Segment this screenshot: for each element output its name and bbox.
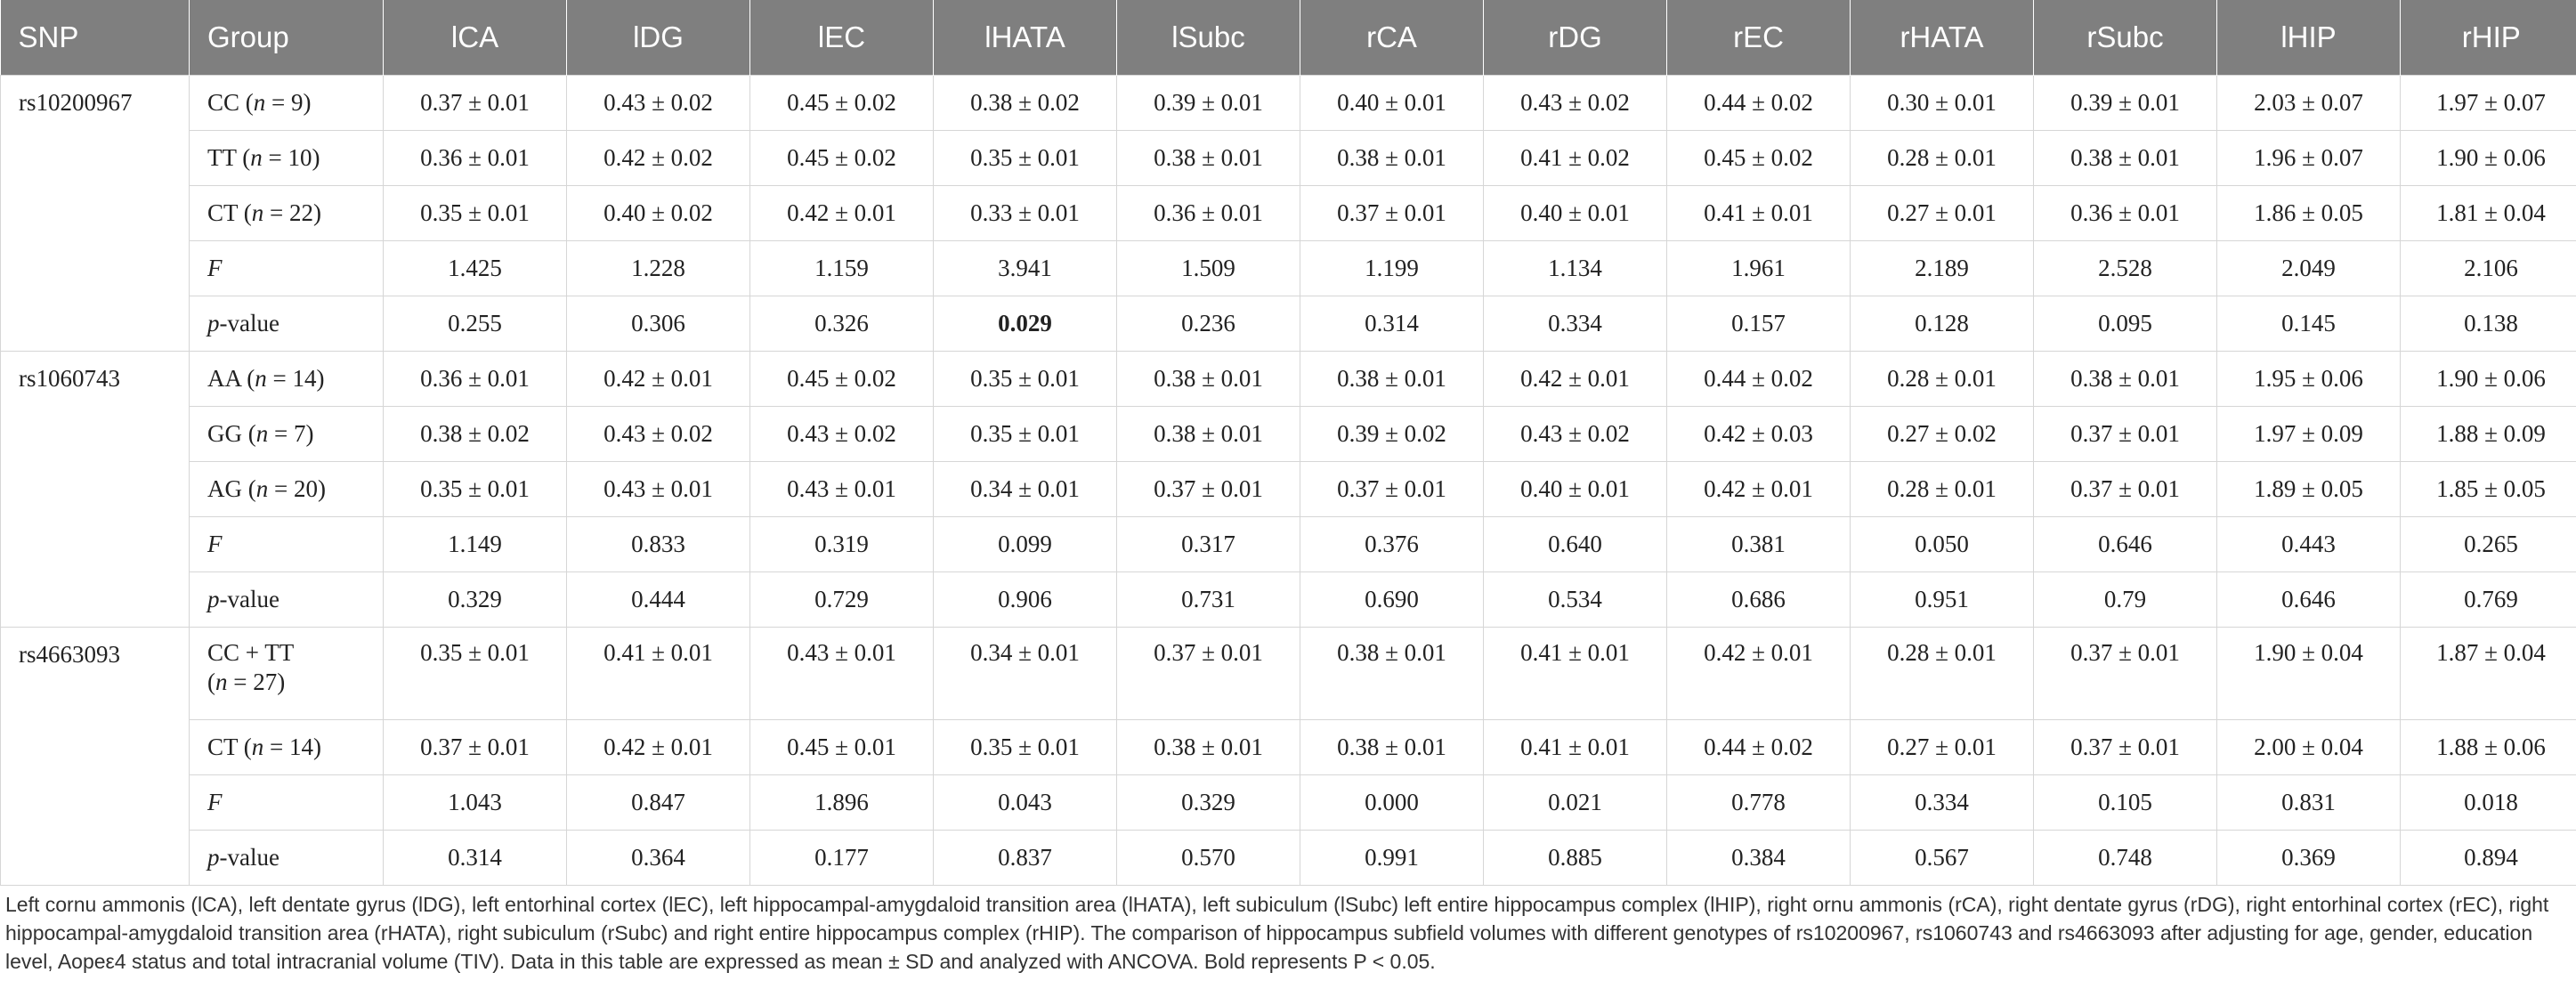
- f-value-cell: 0.640: [1484, 517, 1667, 572]
- table-body: [1, 76, 2576, 886]
- value-cell: 0.39 ± 0.01: [2034, 76, 2217, 131]
- table-row: [1, 407, 2576, 462]
- value-cell: 0.43 ± 0.02: [1484, 76, 1667, 131]
- p-label-cell: [190, 831, 384, 886]
- value-cell: 0.38 ± 0.01: [1300, 628, 1484, 720]
- f-value-cell: 2.049: [2217, 241, 2401, 296]
- p-label: -value: [219, 844, 279, 871]
- p-value-cell: 0.364: [567, 831, 750, 886]
- f-value-cell: 0.000: [1300, 775, 1484, 831]
- f-value-cell: 0.376: [1300, 517, 1484, 572]
- p-value-cell: 0.748: [2034, 831, 2217, 886]
- p-value-cell: 0.029: [934, 296, 1117, 352]
- f-value-cell: 2.189: [1851, 241, 2034, 296]
- value-cell: 0.43 ± 0.02: [567, 76, 750, 131]
- value-cell: 0.37 ± 0.01: [2034, 462, 2217, 517]
- value-cell: 0.41 ± 0.01: [567, 628, 750, 720]
- group-cell: CT (n = 14): [190, 720, 384, 775]
- f-value-cell: 1.199: [1300, 241, 1484, 296]
- f-value-cell: 0.043: [934, 775, 1117, 831]
- value-cell: 0.28 ± 0.01: [1851, 352, 2034, 407]
- value-cell: 0.27 ± 0.02: [1851, 407, 2034, 462]
- p-symbol: p: [207, 844, 220, 871]
- f-value-cell: 3.941: [934, 241, 1117, 296]
- value-cell: 1.86 ± 0.05: [2217, 186, 2401, 241]
- p-value-cell: 0.138: [2401, 296, 2576, 352]
- value-cell: 1.87 ± 0.04: [2401, 628, 2576, 720]
- column-header-lhip: lHIP: [2217, 0, 2401, 76]
- value-cell: 0.43 ± 0.01: [567, 462, 750, 517]
- p-value-cell: 0.095: [2034, 296, 2217, 352]
- p-value-cell: 0.79: [2034, 572, 2217, 628]
- value-cell: 0.43 ± 0.02: [1484, 407, 1667, 462]
- p-value-cell: 0.769: [2401, 572, 2576, 628]
- value-cell: 0.38 ± 0.01: [1117, 352, 1300, 407]
- value-cell: 0.30 ± 0.01: [1851, 76, 2034, 131]
- group-cell: AG (n = 20): [190, 462, 384, 517]
- table-row: [1, 720, 2576, 775]
- value-cell: 0.38 ± 0.01: [1300, 352, 1484, 407]
- p-value-cell: 0.145: [2217, 296, 2401, 352]
- n-symbol: n: [255, 365, 267, 392]
- f-value-cell: 0.317: [1117, 517, 1300, 572]
- group-n: 14: [292, 365, 317, 392]
- f-value-cell: 0.018: [2401, 775, 2576, 831]
- column-header-rhata: rHATA: [1851, 0, 2034, 76]
- value-cell: 0.39 ± 0.02: [1300, 407, 1484, 462]
- value-cell: 0.37 ± 0.01: [2034, 407, 2217, 462]
- f-value-cell: 0.265: [2401, 517, 2576, 572]
- value-cell: 0.45 ± 0.02: [1667, 131, 1851, 186]
- group-n: 22: [289, 199, 313, 226]
- f-value-cell: 0.831: [2217, 775, 2401, 831]
- column-header-lsubc: lSubc: [1117, 0, 1300, 76]
- value-cell: 0.37 ± 0.01: [2034, 720, 2217, 775]
- value-cell: 0.33 ± 0.01: [934, 186, 1117, 241]
- p-value-cell: 0.177: [750, 831, 934, 886]
- group-n: 27: [253, 669, 278, 695]
- p-value-cell: 0.894: [2401, 831, 2576, 886]
- p-value-cell: 0.885: [1484, 831, 1667, 886]
- group-n: 14: [289, 734, 313, 760]
- column-header-lec: lEC: [750, 0, 934, 76]
- f-value-cell: 1.425: [384, 241, 567, 296]
- value-cell: 0.36 ± 0.01: [384, 352, 567, 407]
- f-value-cell: 0.021: [1484, 775, 1667, 831]
- f-label: F: [207, 531, 223, 557]
- group-label: CT: [207, 734, 239, 760]
- column-header-group: Group: [190, 0, 384, 76]
- snp-cell: rs4663093: [1, 628, 190, 886]
- value-cell: 0.41 ± 0.02: [1484, 131, 1667, 186]
- group-cell: TT (n = 10): [190, 131, 384, 186]
- value-cell: 1.89 ± 0.05: [2217, 462, 2401, 517]
- p-value-cell: 0.837: [934, 831, 1117, 886]
- p-value-row: [1, 831, 2576, 886]
- n-symbol: n: [250, 144, 263, 171]
- value-cell: 0.44 ± 0.02: [1667, 720, 1851, 775]
- table-row: [1, 131, 2576, 186]
- value-cell: 0.38 ± 0.02: [934, 76, 1117, 131]
- p-value-cell: 0.534: [1484, 572, 1667, 628]
- value-cell: 1.85 ± 0.05: [2401, 462, 2576, 517]
- value-cell: 0.40 ± 0.01: [1484, 462, 1667, 517]
- value-cell: 0.37 ± 0.01: [384, 76, 567, 131]
- column-header-lhata: lHATA: [934, 0, 1117, 76]
- f-value-cell: 1.896: [750, 775, 934, 831]
- p-value-cell: 0.157: [1667, 296, 1851, 352]
- p-value-cell: 0.236: [1117, 296, 1300, 352]
- header-row: [1, 0, 2576, 76]
- value-cell: 0.35 ± 0.01: [384, 628, 567, 720]
- f-value-cell: 1.509: [1117, 241, 1300, 296]
- value-cell: 1.88 ± 0.09: [2401, 407, 2576, 462]
- p-value-row: [1, 296, 2576, 352]
- table-row: [1, 462, 2576, 517]
- p-label: -value: [219, 586, 279, 612]
- value-cell: 0.34 ± 0.01: [934, 462, 1117, 517]
- f-value-cell: 1.149: [384, 517, 567, 572]
- value-cell: 0.45 ± 0.01: [750, 720, 934, 775]
- f-value-cell: 0.334: [1851, 775, 2034, 831]
- value-cell: 0.41 ± 0.01: [1484, 720, 1667, 775]
- value-cell: 0.42 ± 0.01: [1484, 352, 1667, 407]
- group-cell: CT (n = 22): [190, 186, 384, 241]
- p-value-cell: 0.306: [567, 296, 750, 352]
- p-value-cell: 0.951: [1851, 572, 2034, 628]
- value-cell: 0.42 ± 0.03: [1667, 407, 1851, 462]
- f-value-cell: 1.134: [1484, 241, 1667, 296]
- f-value-cell: 1.043: [384, 775, 567, 831]
- f-stat-row: [1, 775, 2576, 831]
- value-cell: 0.28 ± 0.01: [1851, 462, 2034, 517]
- table-row: [1, 76, 2576, 131]
- p-symbol: p: [207, 586, 220, 612]
- value-cell: 0.35 ± 0.01: [934, 407, 1117, 462]
- p-value-cell: 0.314: [1300, 296, 1484, 352]
- value-cell: 0.45 ± 0.02: [750, 76, 934, 131]
- group-label: AG: [207, 475, 242, 502]
- value-cell: 1.88 ± 0.06: [2401, 720, 2576, 775]
- group-label: GG: [207, 420, 242, 447]
- column-header-rdg: rDG: [1484, 0, 1667, 76]
- group-label: CC: [207, 89, 240, 116]
- table-row: [1, 186, 2576, 241]
- column-header-lca: lCA: [384, 0, 567, 76]
- group-cell: GG (n = 7): [190, 407, 384, 462]
- table-header: [1, 0, 2576, 76]
- f-label-cell: [190, 241, 384, 296]
- value-cell: 0.37 ± 0.01: [2034, 628, 2217, 720]
- f-value-cell: 0.381: [1667, 517, 1851, 572]
- value-cell: 0.43 ± 0.02: [750, 407, 934, 462]
- group-cell: CC (n = 9): [190, 76, 384, 131]
- f-value-cell: 0.443: [2217, 517, 2401, 572]
- value-cell: 0.35 ± 0.01: [934, 131, 1117, 186]
- p-value-cell: 0.731: [1117, 572, 1300, 628]
- group-n: 7: [293, 420, 306, 447]
- n-symbol: n: [251, 199, 264, 226]
- value-cell: 1.96 ± 0.07: [2217, 131, 2401, 186]
- value-cell: 0.36 ± 0.01: [384, 131, 567, 186]
- group-n: 20: [293, 475, 318, 502]
- f-label: F: [207, 255, 223, 281]
- p-value-cell: 0.991: [1300, 831, 1484, 886]
- value-cell: 0.45 ± 0.02: [750, 352, 934, 407]
- f-label: F: [207, 789, 223, 815]
- value-cell: 0.37 ± 0.01: [1117, 462, 1300, 517]
- value-cell: 1.90 ± 0.06: [2401, 131, 2576, 186]
- group-label: CC + TT: [207, 639, 295, 666]
- f-value-cell: 0.833: [567, 517, 750, 572]
- value-cell: 0.28 ± 0.01: [1851, 131, 2034, 186]
- value-cell: 0.35 ± 0.01: [384, 462, 567, 517]
- n-symbol: n: [253, 89, 266, 116]
- f-value-cell: 0.778: [1667, 775, 1851, 831]
- group-cell: CC + TT (n = 27): [190, 628, 384, 720]
- value-cell: 0.40 ± 0.02: [567, 186, 750, 241]
- column-header-rec: rEC: [1667, 0, 1851, 76]
- value-cell: 0.41 ± 0.01: [1484, 628, 1667, 720]
- value-cell: 0.43 ± 0.02: [567, 407, 750, 462]
- f-value-cell: 0.646: [2034, 517, 2217, 572]
- f-value-cell: 0.847: [567, 775, 750, 831]
- f-value-cell: 1.228: [567, 241, 750, 296]
- value-cell: 0.44 ± 0.02: [1667, 352, 1851, 407]
- value-cell: 0.34 ± 0.01: [934, 628, 1117, 720]
- value-cell: 0.37 ± 0.01: [384, 720, 567, 775]
- p-value-cell: 0.128: [1851, 296, 2034, 352]
- value-cell: 2.03 ± 0.07: [2217, 76, 2401, 131]
- value-cell: 0.38 ± 0.01: [1300, 131, 1484, 186]
- value-cell: 1.97 ± 0.07: [2401, 76, 2576, 131]
- value-cell: 0.35 ± 0.01: [934, 352, 1117, 407]
- value-cell: 0.43 ± 0.01: [750, 628, 934, 720]
- p-value-cell: 0.334: [1484, 296, 1667, 352]
- value-cell: 0.43 ± 0.01: [750, 462, 934, 517]
- column-header-rsubc: rSubc: [2034, 0, 2217, 76]
- value-cell: 0.40 ± 0.01: [1484, 186, 1667, 241]
- f-stat-row: [1, 517, 2576, 572]
- table-row: [1, 628, 2576, 720]
- value-cell: 0.27 ± 0.01: [1851, 186, 2034, 241]
- f-value-cell: 0.319: [750, 517, 934, 572]
- value-cell: 0.40 ± 0.01: [1300, 76, 1484, 131]
- p-value-cell: 0.384: [1667, 831, 1851, 886]
- value-cell: 0.42 ± 0.02: [567, 131, 750, 186]
- f-value-cell: 2.528: [2034, 241, 2217, 296]
- p-value-cell: 0.567: [1851, 831, 2034, 886]
- value-cell: 0.37 ± 0.01: [1117, 628, 1300, 720]
- value-cell: 1.90 ± 0.06: [2401, 352, 2576, 407]
- p-value-row: [1, 572, 2576, 628]
- p-value-cell: 0.369: [2217, 831, 2401, 886]
- p-symbol: p: [207, 310, 220, 336]
- value-cell: 1.95 ± 0.06: [2217, 352, 2401, 407]
- f-label-cell: [190, 775, 384, 831]
- p-value-cell: 0.255: [384, 296, 567, 352]
- f-value-cell: 0.105: [2034, 775, 2217, 831]
- value-cell: 0.38 ± 0.01: [1117, 720, 1300, 775]
- value-cell: 0.42 ± 0.01: [567, 352, 750, 407]
- group-label: CT: [207, 199, 239, 226]
- n-symbol: n: [255, 475, 269, 502]
- value-cell: 0.35 ± 0.01: [384, 186, 567, 241]
- value-cell: 0.38 ± 0.01: [2034, 131, 2217, 186]
- group-n: 10: [288, 144, 312, 171]
- n-symbol: n: [215, 669, 228, 695]
- value-cell: 0.38 ± 0.01: [1117, 407, 1300, 462]
- value-cell: 0.44 ± 0.02: [1667, 76, 1851, 131]
- value-cell: 0.38 ± 0.02: [384, 407, 567, 462]
- group-cell: AA (n = 14): [190, 352, 384, 407]
- value-cell: 0.38 ± 0.01: [1117, 131, 1300, 186]
- value-cell: 0.36 ± 0.01: [1117, 186, 1300, 241]
- f-value-cell: 2.106: [2401, 241, 2576, 296]
- table-footnote: Left cornu ammonis (lCA), left dentate gyrus (lDG), left entorhinal cortex (lEC), left hippocampal-amygdaloid transition area (lHATA), left subiculum (lSubc) left entire hippocampus complex (lHIP), right ornu ammonis (rCA), right dentate gyrus (rDG), right entorhinal cortex (rEC), right hippocampal-amygdaloid transition area (rHATA), right subiculum (rSubc) and right entire hippocampus complex (rHIP). The comparison of hippocampus subfield volumes with different genotypes of rs10200967, rs1060743 and rs4663093 after adjusting for age, gender, education level, Aopeε4 status and total intracranial volume (TIV). Data in this table are expressed as mean ± SD and analyzed with ANCOVA. Bold represents P < 0.05.: [5, 893, 2549, 973]
- group-n: 9: [291, 89, 304, 116]
- p-value-cell: 0.314: [384, 831, 567, 886]
- value-cell: 2.00 ± 0.04: [2217, 720, 2401, 775]
- f-value-cell: 0.099: [934, 517, 1117, 572]
- value-cell: 1.90 ± 0.04: [2217, 628, 2401, 720]
- value-cell: 0.42 ± 0.01: [1667, 462, 1851, 517]
- p-value-cell: 0.329: [384, 572, 567, 628]
- group-label: TT: [207, 144, 237, 171]
- value-cell: 0.39 ± 0.01: [1117, 76, 1300, 131]
- column-header-rca: rCA: [1300, 0, 1484, 76]
- column-header-ldg: lDG: [567, 0, 750, 76]
- table-row: [1, 352, 2576, 407]
- value-cell: 0.36 ± 0.01: [2034, 186, 2217, 241]
- value-cell: 0.42 ± 0.01: [567, 720, 750, 775]
- value-cell: 0.45 ± 0.02: [750, 131, 934, 186]
- p-label-cell: [190, 296, 384, 352]
- f-value-cell: 1.961: [1667, 241, 1851, 296]
- p-value-cell: 0.686: [1667, 572, 1851, 628]
- column-header-snp: SNP: [1, 0, 190, 76]
- f-value-cell: 0.050: [1851, 517, 2034, 572]
- value-cell: 1.97 ± 0.09: [2217, 407, 2401, 462]
- value-cell: 0.28 ± 0.01: [1851, 628, 2034, 720]
- f-value-cell: 1.159: [750, 241, 934, 296]
- p-value-cell: 0.690: [1300, 572, 1484, 628]
- snp-cell: rs10200967: [1, 76, 190, 352]
- p-value-cell: 0.729: [750, 572, 934, 628]
- p-label-cell: [190, 572, 384, 628]
- p-label: -value: [219, 310, 279, 336]
- value-cell: 0.37 ± 0.01: [1300, 462, 1484, 517]
- value-cell: 0.38 ± 0.01: [1300, 720, 1484, 775]
- f-stat-row: [1, 241, 2576, 296]
- p-value-cell: 0.570: [1117, 831, 1300, 886]
- f-value-cell: 0.329: [1117, 775, 1300, 831]
- value-cell: 1.81 ± 0.04: [2401, 186, 2576, 241]
- f-label-cell: [190, 517, 384, 572]
- p-value-cell: 0.906: [934, 572, 1117, 628]
- value-cell: 0.42 ± 0.01: [750, 186, 934, 241]
- p-value-cell: 0.326: [750, 296, 934, 352]
- value-cell: 0.38 ± 0.01: [2034, 352, 2217, 407]
- snp-cell: rs1060743: [1, 352, 190, 628]
- value-cell: 0.42 ± 0.01: [1667, 628, 1851, 720]
- p-value-cell: 0.646: [2217, 572, 2401, 628]
- p-value-cell: 0.444: [567, 572, 750, 628]
- column-header-rhip: rHIP: [2401, 0, 2576, 76]
- value-cell: 0.41 ± 0.01: [1667, 186, 1851, 241]
- group-label: AA: [207, 365, 241, 392]
- value-cell: 0.35 ± 0.01: [934, 720, 1117, 775]
- value-cell: 0.37 ± 0.01: [1300, 186, 1484, 241]
- n-symbol: n: [251, 734, 264, 760]
- value-cell: 0.27 ± 0.01: [1851, 720, 2034, 775]
- n-symbol: n: [255, 420, 269, 447]
